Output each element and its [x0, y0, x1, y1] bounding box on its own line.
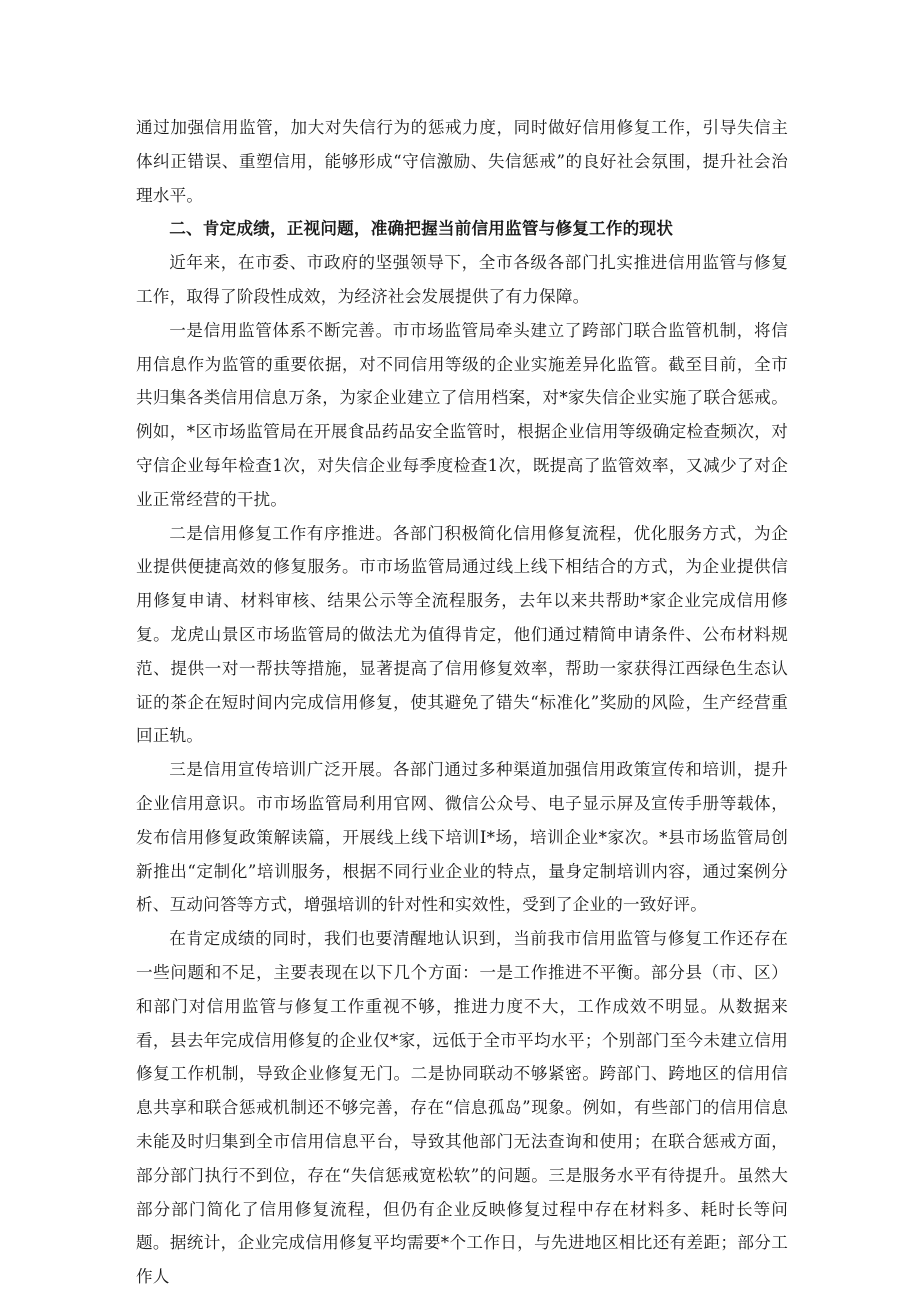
paragraph-intro-continuation: 通过加强信用监管，加大对失信行为的惩戒力度，同时做好信用修复工作，引导失信主体纠正错误、重塑信用，能够形成“守信激励、失信惩戒”的良好社会氛围，提升社会治理水平。 — [136, 118, 788, 205]
paragraph-credit-training: 三是信用宣传培训广泛开展。各部门通过多种渠道加强信用政策宣传和培训，提升企业信用意识。市市场监管局利用官网、微信公众号、电子显示屏及宣传手册等载体，发布信用修复政策解读篇，开展线上线下培训I*场，培训企业*家次。*县市场监管局创新推出“定制化”培训服务，根据不同行业企业的特点，量身定制培训内容，通过案例分析、互动问答等方式，增强培训的针对性和实效性，受到了企业的一致好评。 — [136, 760, 788, 915]
paragraph-credit-supervision: 一是信用监管体系不断完善。市市场监管局牵头建立了跨部门联合监管机制，将信用信息作为监管的重要依据，对不同信用等级的企业实施差异化监管。截至目前，全市共归集各类信用信息万条，为家企业建立了信用档案，对*家失信企业实施了联合惩戒。例如，*区市场监管局在开展食品药品安全监管时，根据企业信用等级确定检查频次，对守信企业每年检查1次，对失信企业每季度检查1次，既提高了监管效率，又减少了对企业正常经营的干扰。 — [136, 320, 788, 509]
paragraph-overview: 近年来，在市委、市政府的坚强领导下，全市各级各部门扎实推进信用监管与修复工作，取得了阶段性成效，为经济社会发展提供了有力保障。 — [136, 253, 788, 306]
paragraph-credit-repair: 二是信用修复工作有序推进。各部门积极简化信用修复流程，优化服务方式，为企业提供便捷高效的修复服务。市市场监管局通过线上线下相结合的方式，为企业提供信用修复申请、材料审核、结果公示等全流程服务，去年以来共帮助*家企业完成信用修复。龙虎山景区市场监管局的做法尤为值得肯定，他们通过精简申请条件、公布材料规范、提供一对一帮扶等措施，显著提高了信用修复效率，帮助一家获得江西绿色生态认证的茶企在短时间内完成信用修复，使其避免了错失“标准化”奖励的风险，生产经营重回正轨。 — [136, 523, 788, 746]
document-page — [136, 111, 788, 1294]
paragraph-problems: 在肯定成绩的同时，我们也要清醒地认识到，当前我市信用监管与修复工作还存在一些问题和不足，主要表现在以下几个方面：一是工作推进不平衡。部分县（市、区）和部门对信用监管与修复工作重视不够，推进力度不大，工作成效不明显。从数据来看，县去年完成信用修复的企业仅*家，远低于全市平均水平；个别部门至今未建立信用修复工作机制，导致企业修复无门。二是协同联动不够紧密。跨部门、跨地区的信用信息共享和联合惩戒机制还不够完善，存在“信息孤岛”现象。例如，有些部门的信用信息未能及时归集到全市信用信息平台，导致其他部门无法查询和使用；在联合惩戒方面，部分部门执行不到位，存在“失信惩戒宽松软”的问题。三是服务水平有待提升。虽然大部分部门简化了信用修复流程，但仍有企业反映修复过程中存在材料多、耗时长等问题。据统计，企业完成信用修复平均需要*个工作日，与先进地区相比还有差距；部分工作人 — [136, 929, 788, 1287]
section-heading: 二、肯定成绩，正视问题，准确把握当前信用监管与修复工作的现状 — [169, 219, 673, 239]
